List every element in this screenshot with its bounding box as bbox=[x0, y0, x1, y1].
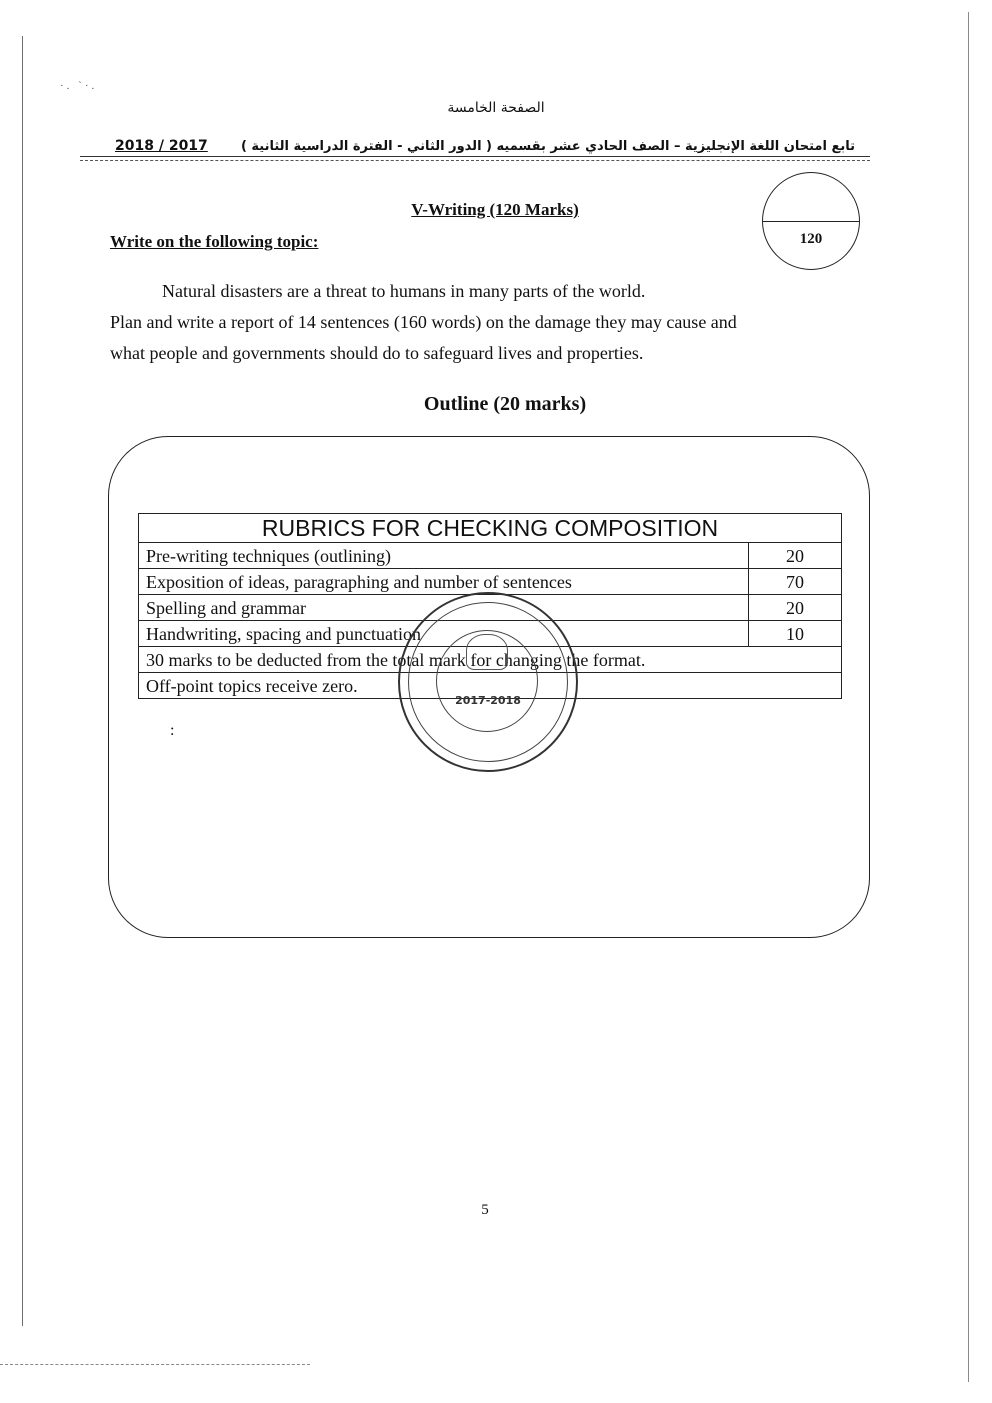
rubric-criterion: Spelling and grammar bbox=[139, 595, 749, 621]
emblem-icon bbox=[466, 634, 508, 670]
rubric-title-row bbox=[139, 514, 842, 543]
rubric-note: 30 marks to be deducted from the total mark for changing the format. bbox=[139, 647, 842, 673]
rubric-marks: 20 bbox=[749, 595, 842, 621]
rubric-marks: 10 bbox=[749, 621, 842, 647]
exam-title-arabic: تابع امتحان اللغة الإنجليزية – الصف الحادي عشر بقسميه ( الدور الثاني - الفترة الدراسية الثانية ) bbox=[240, 139, 855, 154]
exam-header bbox=[115, 132, 855, 154]
rubric-title: RUBRICS FOR CHECKING COMPOSITION bbox=[139, 514, 842, 543]
scan-edge-bottom bbox=[0, 1364, 310, 1365]
rubric-criterion: Exposition of ideas, paragraphing and number of sentences bbox=[139, 569, 749, 595]
outline-heading: Outline (20 marks) bbox=[423, 393, 587, 415]
score-total: 120 bbox=[799, 231, 823, 247]
rubric-marks: 70 bbox=[749, 569, 842, 595]
header-rule bbox=[80, 156, 870, 157]
prompt-line-3: what people and governments should do to safeguard lives and properties. bbox=[110, 343, 644, 363]
section-title: V-Writing (120 Marks) bbox=[411, 200, 579, 219]
prompt-line-2: Plan and write a report of 14 sentences (160 words) on the damage they may cause and bbox=[110, 312, 737, 332]
score-circle bbox=[762, 172, 860, 270]
stamp-year: 2017-2018 bbox=[455, 694, 521, 707]
page-number: 5 bbox=[481, 1202, 489, 1218]
scan-specks: ·. ˋ·. bbox=[60, 80, 98, 92]
scan-edge-left bbox=[22, 36, 23, 1326]
scan-edge-right bbox=[968, 12, 969, 1382]
table-row bbox=[139, 543, 842, 569]
official-stamp bbox=[398, 592, 578, 772]
header-rule-dashed bbox=[80, 160, 870, 161]
rubric-marks: 20 bbox=[749, 543, 842, 569]
score-divider bbox=[763, 221, 859, 222]
page-name-arabic: الصفحة الخامسة bbox=[447, 100, 545, 116]
rubric-note: Off-point topics receive zero. bbox=[139, 673, 842, 699]
stray-mark: : bbox=[170, 722, 175, 739]
rubric-criterion: Handwriting, spacing and punctuation bbox=[139, 621, 749, 647]
school-year: 2018 / 2017 bbox=[115, 138, 208, 154]
instruction: Write on the following topic: bbox=[110, 232, 319, 251]
table-row bbox=[139, 569, 842, 595]
prompt-line-1: Natural disasters are a threat to humans in many parts of the world. bbox=[162, 281, 646, 301]
rubric-criterion: Pre-writing techniques (outlining) bbox=[139, 543, 749, 569]
